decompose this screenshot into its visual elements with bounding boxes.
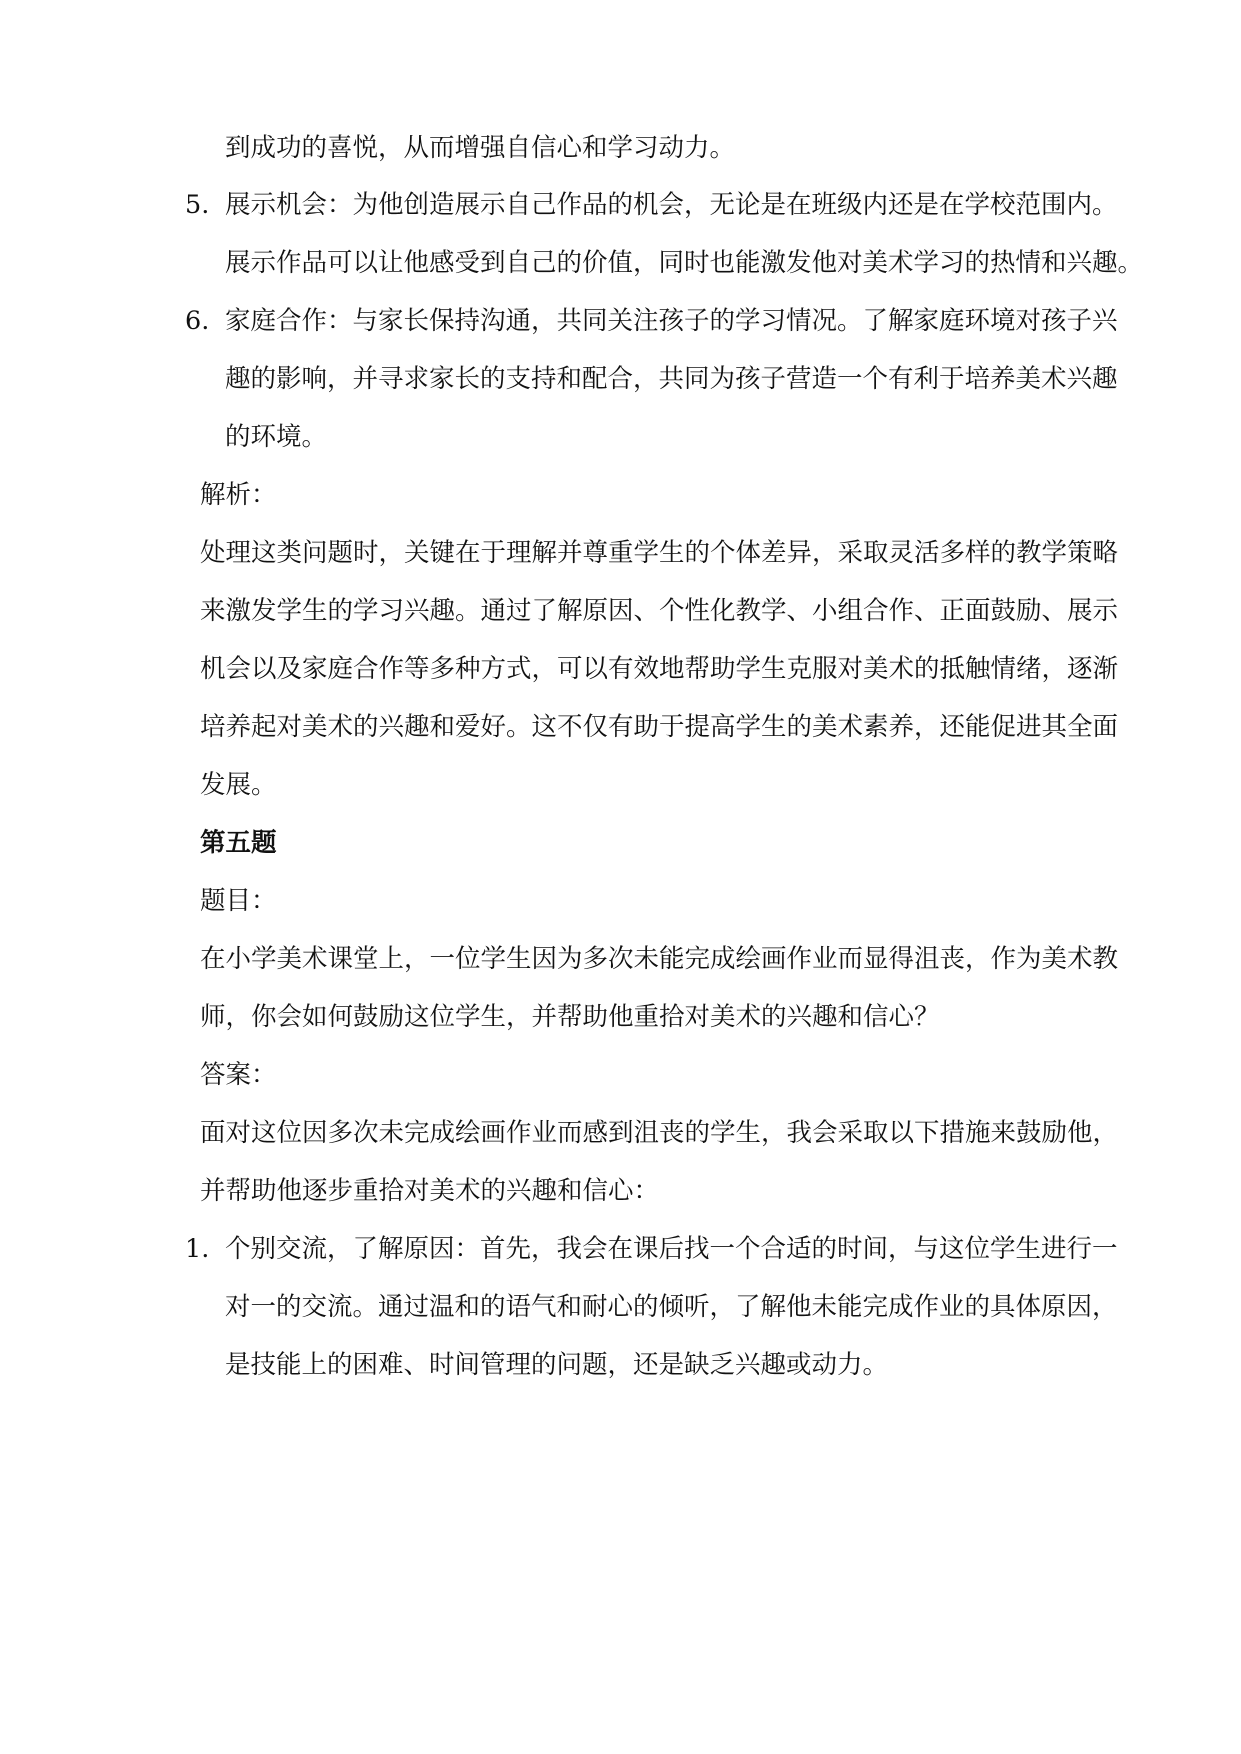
- item-5-line-2: 展示作品可以让他感受到自己的价值，同时也能激发他对美术学习的热情和兴趣。: [225, 248, 1144, 278]
- topic-line-2: 师，你会如何鼓励这位学生，并帮助他重拾对美术的兴趣和信心？: [200, 1002, 940, 1032]
- answer-label: 答案：: [200, 1060, 277, 1090]
- item-5-line-1: 展示机会：为他创造展示自己作品的机会，无论是在班级内还是在学校范围内。: [225, 190, 1118, 220]
- analysis-line-2: 来激发学生的学习兴趣。通过了解原因、个性化教学、小组合作、正面鼓励、展示: [200, 596, 1119, 626]
- item-6-number: 6.: [185, 306, 210, 336]
- answer-item-1-line-2: 对一的交流。通过温和的语气和耐心的倾听，了解他未能完成作业的具体原因，: [225, 1292, 1118, 1322]
- answer-item-1-number: 1.: [185, 1234, 210, 1264]
- analysis-line-3: 机会以及家庭合作等多种方式，可以有效地帮助学生克服对美术的抵触情绪，逐渐: [200, 654, 1119, 684]
- analysis-line-4: 培养起对美术的兴趣和爱好。这不仅有助于提高学生的美术素养，还能促进其全面: [200, 712, 1119, 742]
- continuation-line-1: 到成功的喜悦，从而增强自信心和学习动力。: [225, 133, 736, 163]
- item-6-line-3: 的环境。: [225, 422, 328, 452]
- analysis-line-5: 发展。: [200, 770, 277, 800]
- analysis-label: 解析：: [200, 480, 277, 510]
- answer-line-1: 面对这位因多次未完成绘画作业而感到沮丧的学生，我会采取以下措施来鼓励他，: [200, 1118, 1119, 1148]
- answer-item-1-line-3: 是技能上的困难、时间管理的问题，还是缺乏兴趣或动力。: [225, 1350, 889, 1380]
- topic-line-1: 在小学美术课堂上，一位学生因为多次未能完成绘画作业而显得沮丧，作为美术教: [200, 944, 1119, 974]
- question-5-heading: 第五题: [200, 828, 277, 858]
- analysis-line-1: 处理这类问题时，关键在于理解并尊重学生的个体差异，采取灵活多样的教学策略: [200, 538, 1119, 568]
- answer-line-2: 并帮助他逐步重拾对美术的兴趣和信心：: [200, 1176, 660, 1206]
- topic-label: 题目：: [200, 886, 277, 916]
- answer-item-1-line-1: 个别交流，了解原因：首先，我会在课后找一个合适的时间，与这位学生进行一: [225, 1234, 1118, 1264]
- item-6-line-2: 趣的影响，并寻求家长的支持和配合，共同为孩子营造一个有利于培养美术兴趣: [225, 364, 1118, 394]
- item-6-line-1: 家庭合作：与家长保持沟通，共同关注孩子的学习情况。了解家庭环境对孩子兴: [225, 306, 1118, 336]
- item-5-number: 5.: [185, 190, 210, 220]
